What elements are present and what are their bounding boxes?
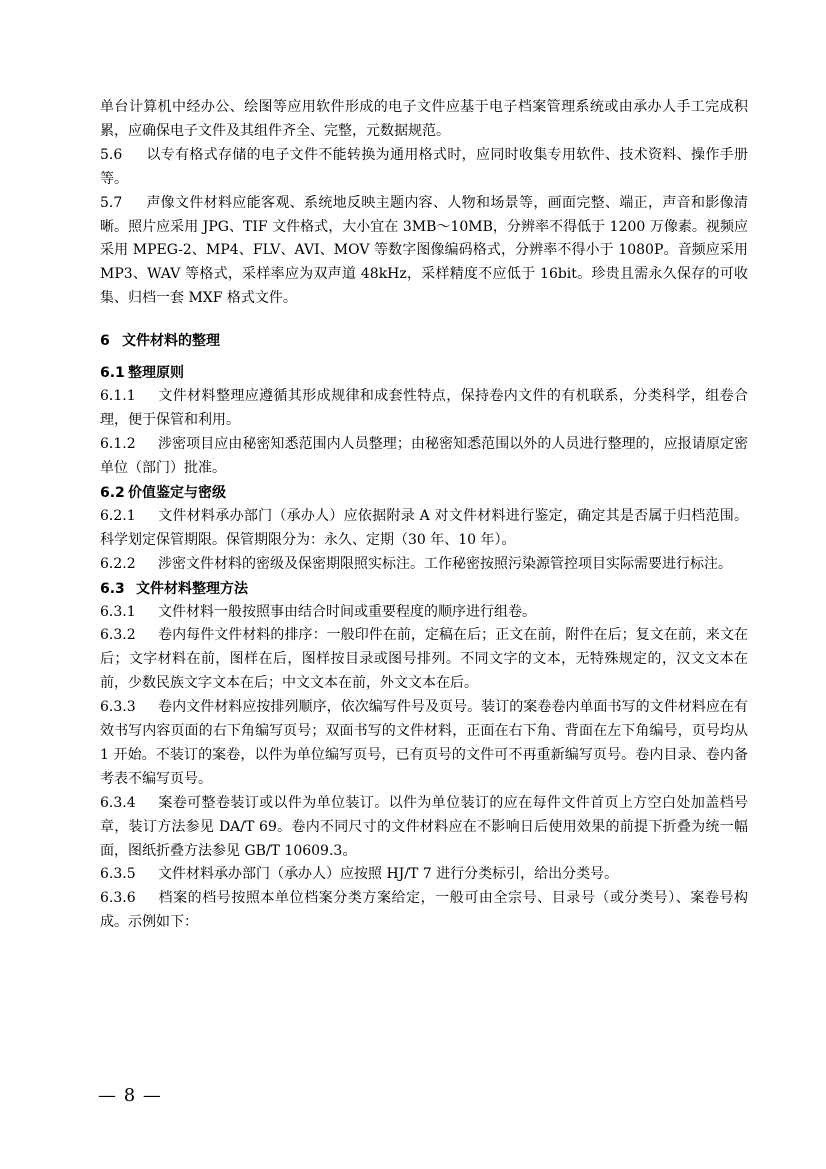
clause-number: 6.3.6 <box>100 890 136 907</box>
clause-text: 文件材料整理应遵循其形成规律和成套性特点，保持卷内文件的有机联系，分类科学，组卷合理，便于保管和利用。 <box>100 388 748 429</box>
clause-text: 以专有格式存储的电子文件不能转换为通用格式时，应同时收集专用软件、技术资料、操作手册等。 <box>100 146 748 187</box>
clause-number: 6.3.5 <box>100 866 136 883</box>
clause-number: 6.3.1 <box>100 603 136 620</box>
section-6-heading <box>100 329 748 353</box>
clause-text: 卷内文件材料应按排列顺序，依次编写件号及页号。装订的案卷卷内单面书写的文件材料应在有效书写内容页面的右下角编写页号；双面书写的文件材料，正面在右下角、背面在左下角编号，页号均从 1 开始。不装订的案卷，以件为单位编写页号，已有页号的文件可不再重新编写页号。卷内目录、卷内备考表不编写页号。 <box>100 699 748 787</box>
clause-text: 案卷可整卷装订或以件为单位装订。以件为单位装订的应在每件文件首页上方空白处加盖档号章，装订方法参见 DA/T 69。卷内不同尺寸的文件材料应在不影响日后使用效果的前提下折叠为统一幅面，图纸折叠方法参见 GB/T 10609.3。 <box>100 794 748 859</box>
subsection-6-3-heading <box>100 577 748 601</box>
section-title: 文件材料的整理 <box>122 333 220 350</box>
clause-text: 文件材料一般按照事由结合时间或重要程度的顺序进行组卷。 <box>158 603 536 620</box>
document-body <box>100 96 748 935</box>
clause-6-3-4 <box>100 792 748 864</box>
clause-6-2-1 <box>100 505 748 553</box>
clause-number: 5.6 <box>100 146 123 163</box>
paragraph-intro: 单台计算机中经办公、绘图等应用软件形成的电子文件应基于电子档案管理系统或由承办人手工完成积累，应确保电子文件及其组件齐全、完整，元数据规范。 <box>100 99 748 139</box>
clause-number: 6.3.4 <box>100 794 136 811</box>
clause-6-1-2 <box>100 433 748 481</box>
clause-number: 6.2.2 <box>100 555 136 572</box>
clause-number: 6.1.2 <box>100 435 136 452</box>
clause-6-1-1 <box>100 385 748 433</box>
clause-number: 6.3.3 <box>100 699 136 716</box>
page-number: — 8 — <box>98 1085 162 1106</box>
subsection-title: 整理原则 <box>128 365 184 382</box>
clause-text: 文件材料承办部门（承办人）应按照 HJ/T 7 进行分类标引，给出分类号。 <box>158 866 619 883</box>
clause-6-3-1 <box>100 601 748 625</box>
subsection-6-2-heading <box>100 481 748 505</box>
clause-number: 6.3.2 <box>100 627 136 644</box>
subsection-number: 6.2 <box>100 484 125 501</box>
section-number: 6 <box>100 333 110 350</box>
clause-5-7 <box>100 192 748 312</box>
clause-6-2-2 <box>100 553 748 577</box>
clause-5-6 <box>100 144 748 192</box>
subsection-title: 文件材料整理方法 <box>136 580 248 597</box>
clause-6-3-5 <box>100 863 748 887</box>
subsection-6-1-heading <box>100 361 748 385</box>
clause-6-3-6 <box>100 887 748 935</box>
clause-text: 涉密文件材料的密级及保密期限照实标注。工作秘密按照污染源管控项目实际需要进行标注。 <box>158 555 732 572</box>
subsection-number: 6.3 <box>100 580 125 597</box>
clause-text: 涉密项目应由秘密知悉范围内人员整理；由秘密知悉范围以外的人员进行整理的，应报请原定密单位（部门）批准。 <box>100 435 748 476</box>
subsection-number: 6.1 <box>100 365 125 382</box>
clause-number: 6.2.1 <box>100 507 136 524</box>
clause-6-3-3 <box>100 696 748 792</box>
subsection-title: 价值鉴定与密级 <box>128 484 226 501</box>
clause-number: 5.7 <box>100 194 123 211</box>
clause-number: 6.1.1 <box>100 388 136 405</box>
clause-text: 文件材料承办部门（承办人）应依据附录 A 对文件材料进行鉴定，确定其是否属于归档范围。科学划定保管期限。保管期限分为：永久、定期（30 年、10 年）。 <box>100 507 748 548</box>
clause-text: 档案的档号按照本单位档案分类方案给定，一般可由全宗号、目录号（或分类号）、案卷号构成。示例如下： <box>100 890 748 931</box>
clause-text: 卷内每件文件材料的排序：一般印件在前，定稿在后；正文在前，附件在后；复文在前，来文在后；文字材料在前，图样在后，图样按目录或图号排列。不同文字的文本，无特殊规定的，汉文文本在前，少数民族文字文本在后；中文文本在前，外文文本在后。 <box>100 627 748 692</box>
clause-6-3-2 <box>100 624 748 696</box>
clause-text: 声像文件材料应能客观、系统地反映主题内容、人物和场景等，画面完整、端正，声音和影像清晰。照片应采用 JPG、TIF 文件格式，大小宜在 3MB～10MB，分辨率不得低于 1200 万像素。视频应采用 MPEG-2、MP4、FLV、AVI、MOV 等数字图像编码格式，分辨率不得小于 1080P。音频应采用 MP3、WAV 等格式，采样率应为双声道 48kHz，采样精度不应低于 16bit。珍贵且需永久保存的可收集、归档一套 MXF 格式文件。 <box>100 194 748 307</box>
